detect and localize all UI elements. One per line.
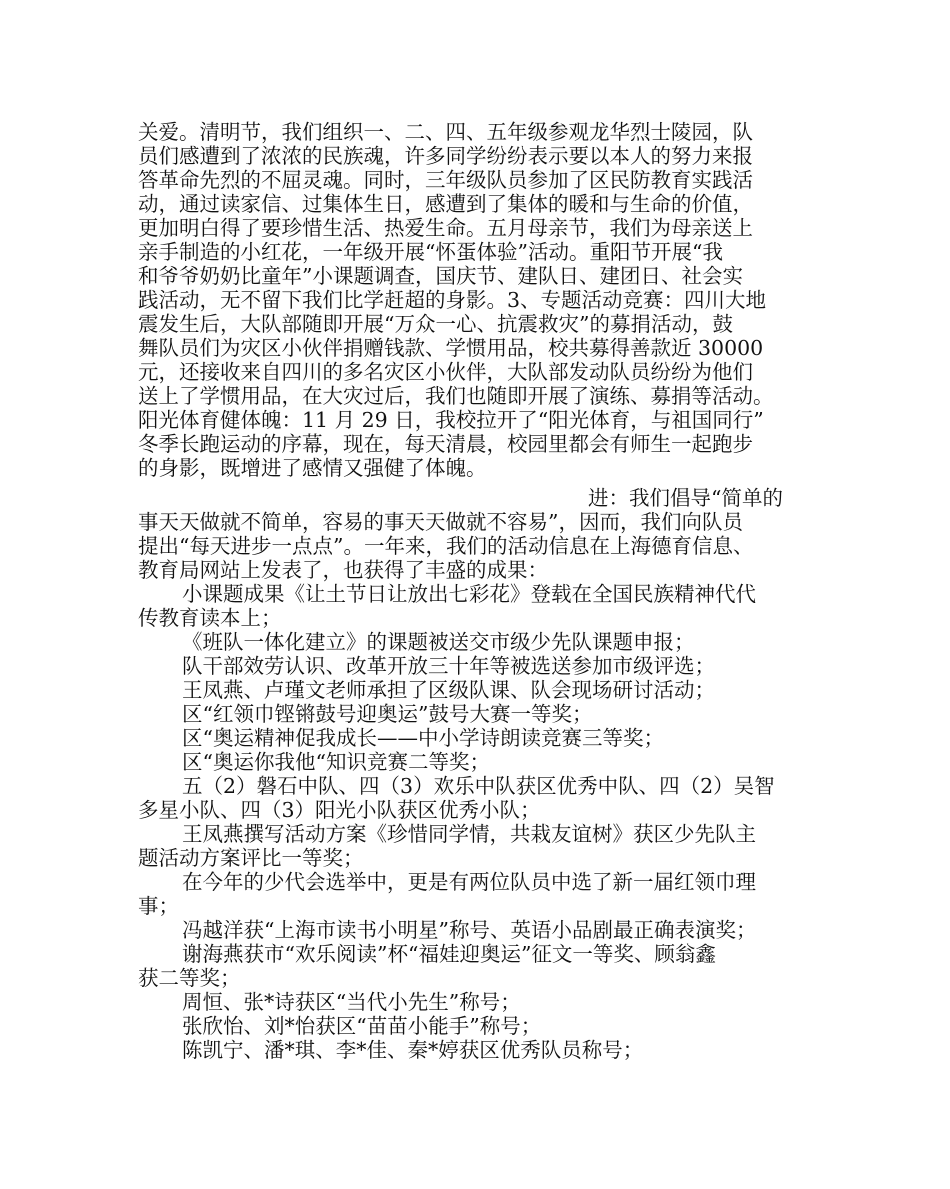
list-item: 冯越洋获“上海市读书小明星”称号、英语小品剧最正确表演奖； [182, 918, 757, 942]
paragraph-line: 送上了学惯用品，在大灾过后，我们也随即开展了演练、募捐等活动。 [138, 384, 774, 408]
paragraph-line: 答革命先烈的不屈灵魂。同时，三年级队员参加了区民防教育实践活 [138, 168, 753, 192]
list-item: 《班队一体化建立》的课题被送交市级少先队课题申报； [182, 630, 695, 654]
list-item-continuation: 事； [138, 894, 179, 918]
list-item: 小课题成果《让土节日让放出七彩花》登载在全国民族精神代代 [182, 582, 756, 606]
paragraph-line: 提出“每天进步一点点”。一年来，我们的活动信息在上海德育信息、 [138, 534, 754, 558]
paragraph-line: 冬季长跑运动的序幕，现在，每天清晨，校园里都会有师生一起跑步 [138, 432, 753, 456]
paragraph-line: 更加明白得了要珍惜生活、热爱生命。五月母亲节，我们为母亲送上 [138, 216, 753, 240]
list-item: 周恒、张*诗获区“当代小先生”称号； [182, 990, 521, 1014]
paragraph-line: 震发生后，大队部随即开展“万众一心、抗震救灾”的募捐活动，鼓 [138, 312, 733, 336]
list-item: 王凤燕、卢瑾文老师承担了区级队课、队会现场研讨活动； [182, 678, 715, 702]
paragraph-line: 动，通过读家信、过集体生日，感遭到了集体的暖和与生命的价值， [138, 192, 753, 216]
paragraph-line: 事天天做就不简单，容易的事天天做就不容易”，因而，我们向队员 [138, 510, 743, 534]
list-item: 谢海燕获市“欢乐阅读”杯“福娃迎奥运”征文一等奖、顾翁鑫 [182, 942, 716, 966]
paragraph-line: 和爷爷奶奶比童年”小课题调查，国庆节、建队日、建团日、社会实 [138, 264, 743, 288]
paragraph-line: 进：我们倡导“简单的 [588, 486, 783, 510]
list-item: 区“奥运你我他“知识竞赛二等奖； [182, 750, 490, 774]
list-item: 王凤燕撰写活动方案《珍惜同学情，共栽友谊树》获区少先队主 [182, 822, 756, 846]
list-item: 在今年的少代会选举中，更是有两位队员中选了新一届红领巾理 [182, 870, 756, 894]
list-item: 五（2）磐石中队、四（3）欢乐中队获区优秀中队、四（2）吴智 [182, 774, 775, 798]
list-item-continuation: 获二等奖； [138, 966, 241, 990]
paragraph-line: 员们感遭到了浓浓的民族魂，许多同学纷纷表示要以本人的努力来报 [138, 144, 753, 168]
paragraph-line: 教育局网站上发表了，也获得了丰盛的成果： [138, 558, 548, 582]
paragraph-line: 阳光体育健体魄：11 月 29 日，我校拉开了“阳光体育，与祖国同行” [138, 408, 764, 432]
paragraph-line: 的身影，既增进了感情又强健了体魄。 [138, 456, 487, 480]
list-item-continuation: 多星小队、四（3）阳光小队获区优秀小队； [138, 798, 541, 822]
list-item: 张欣怡、刘*怡获区“苗苗小能手”称号； [182, 1014, 542, 1038]
list-item: 区“红领巾铿锵鼓号迎奥运”鼓号大赛一等奖； [182, 702, 593, 726]
paragraph-line: 践活动，无不留下我们比学赶超的身影。3、专题活动竞赛：四川大地 [138, 288, 767, 312]
list-item: 区“奥运精神促我成长——中小学诗朗读竞赛三等奖； [182, 726, 664, 750]
list-item-continuation: 题活动方案评比一等奖； [138, 846, 364, 870]
paragraph-line: 舞队员们为灾区小伙伴捐赠钱款、学惯用品，校共募得善款近 30000 [138, 336, 764, 360]
paragraph-line: 元，还接收来自四川的多名灾区小伙伴，大队部发动队员纷纷为他们 [138, 360, 753, 384]
paragraph-line: 关爱。清明节，我们组织一、二、四、五年级参观龙华烈士陵园，队 [138, 120, 753, 144]
paragraph-line: 亲手制造的小红花，一年级开展“怀蛋体验”活动。重阳节开展“我 [138, 240, 723, 264]
list-item-continuation: 传教育读本上； [138, 606, 282, 630]
list-item: 队干部效劳认识、改革开放三十年等被选送参加市级评选； [182, 654, 715, 678]
list-item: 陈凯宁、潘*琪、李*佳、秦*婷获区优秀队员称号； [182, 1038, 644, 1062]
